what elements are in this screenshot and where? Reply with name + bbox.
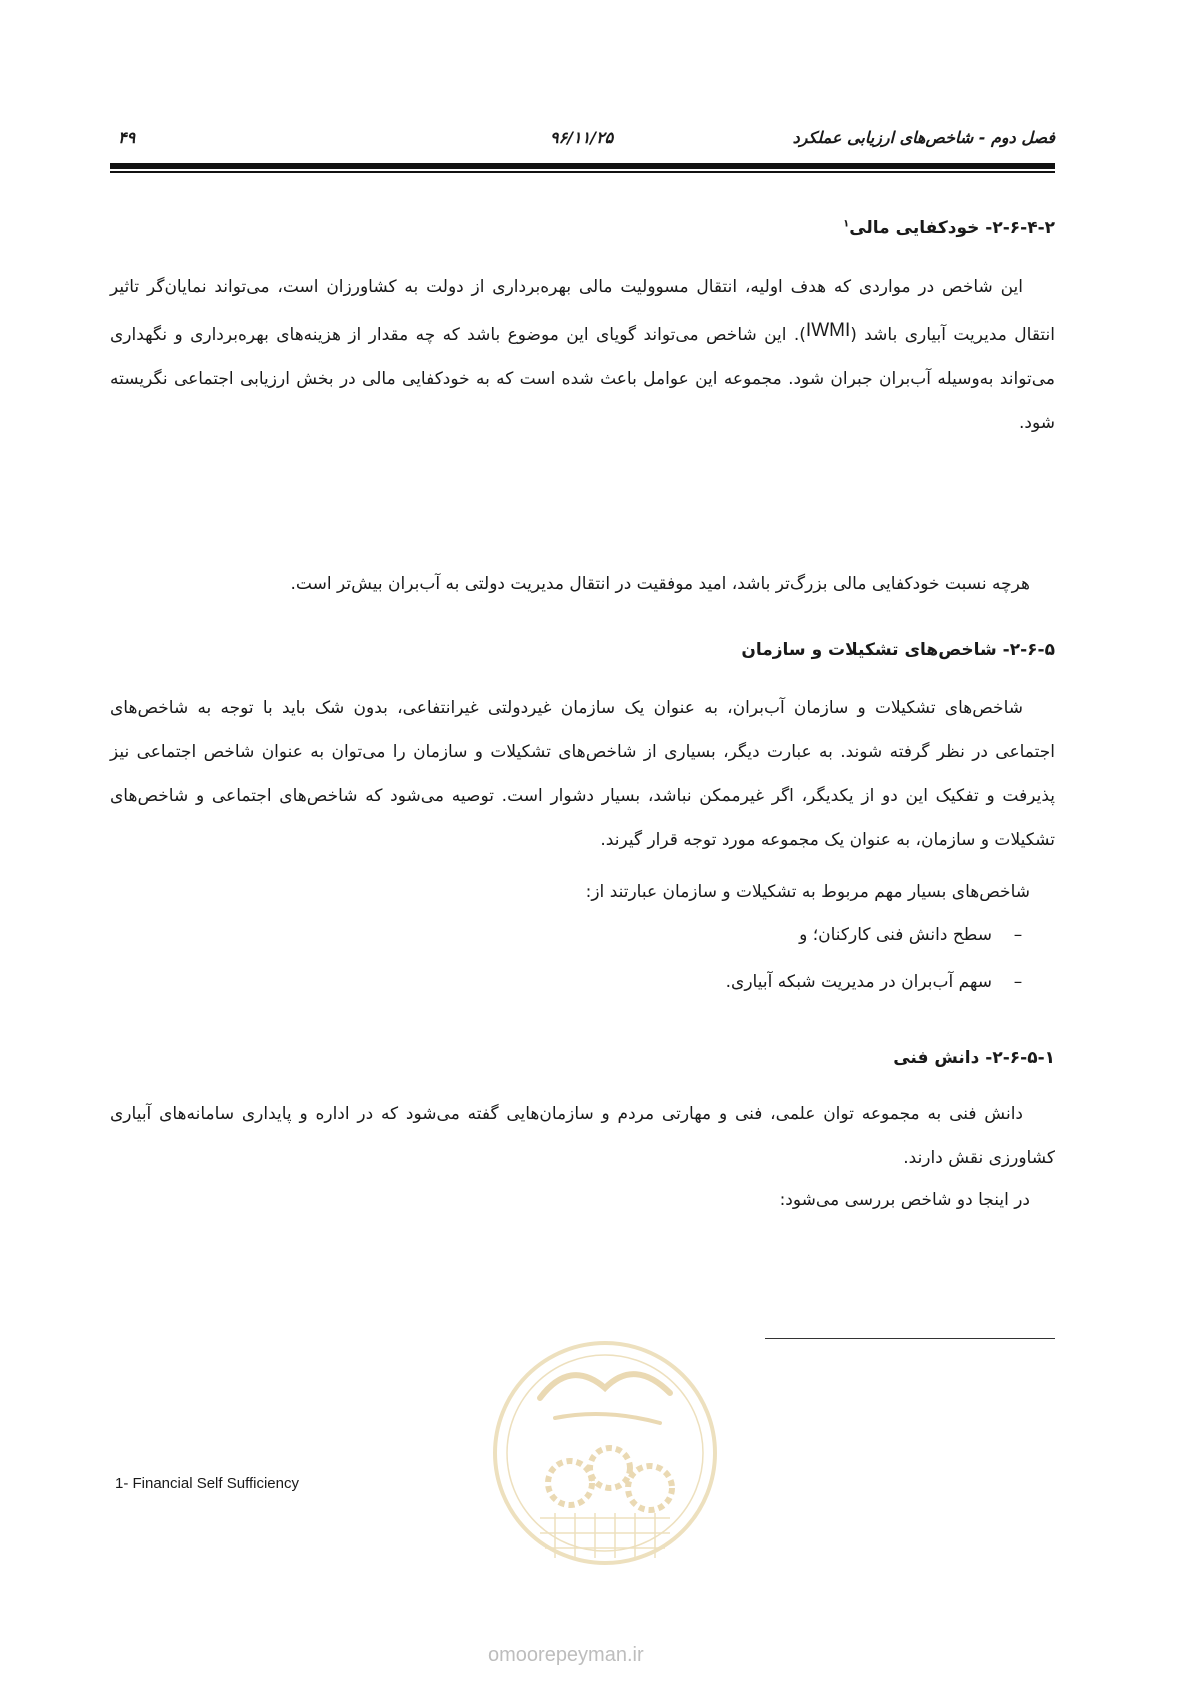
footnote: 1- Financial Self Sufficiency xyxy=(115,1475,299,1492)
footnote-ref: ۱ xyxy=(843,218,850,230)
watermark-url: omoorepeyman.ir xyxy=(488,1644,644,1666)
page-header xyxy=(110,128,1055,158)
paragraph-financial: این شاخص در مواردی که هدف اولیه، انتقال مسوولیت مالی بهره‌برداری از دولت به کشاورزان است، می‌تواند نمایان‌گر تاثیر انتقال مدیریت آبیاری باشد (IWMI). این شاخص می‌تواند گویای این موضوع باشد که چه مقدار از هزینه‌های بهره‌برداری و نگهداری می‌تواند به‌وسیله آب‌بران جبران شود. مجموعه این عوامل باعث شده است که به خودکفایی مالی در بخش ارزیابی اجتماعی نگریسته شود. xyxy=(110,277,1055,433)
header-date: ۹۶/۱۱/۲۵ xyxy=(550,128,614,147)
list-intro: شاخص‌های بسیار مهم مربوط به تشکیلات و سازمان عبارتند از: xyxy=(585,882,1030,902)
paragraph-org: شاخص‌های تشکیلات و سازمان آب‌بران، به عنوان یک سازمان غیردولتی غیرانتفاعی، بدون شک باید با توجه به شاخص‌های اجتماعی در نظر گرفته شوند. به عبارت دیگر، بسیاری از شاخص‌های تشکیلات و سازمان را می‌توان به عنوان شاخص اجتماعی نیز پذیرفت و تفکیک این دو از یکدیگر، اگر غیرممکن نباشد، بسیار دشوار است. توصیه می‌شود که شاخص‌های اجتماعی و شاخص‌های تشکیلات و سازمان، به عنوان یک مجموعه مورد توجه قرار گیرند. xyxy=(110,698,1055,850)
list-item: –سهم آب‌بران در مدیریت شبکه آبیاری. xyxy=(725,972,1023,992)
page-number: ۴۹ xyxy=(118,128,136,147)
citation-iwmi: IWMI xyxy=(805,320,851,341)
list-item: –سطح دانش فنی کارکنان؛ و xyxy=(799,925,1023,945)
header-rule-thin xyxy=(110,171,1055,173)
footnote-rule xyxy=(765,1338,1055,1339)
section-heading-financial: ۲-۶-۴-۲- خودکفایی مالی$^۱$ xyxy=(843,218,1055,238)
section-heading-org: ۲-۶-۵- شاخص‌های تشکیلات و سازمان xyxy=(741,640,1055,660)
paragraph-knowledge: دانش فنی به مجموعه توان علمی، فنی و مهارتی مردم و سازمان‌هایی گفته می‌شود که در اداره و پایداری سامانه‌های آبیاری کشاورزی نقش دارند. xyxy=(110,1104,1055,1168)
indicators-intro: در اینجا دو شاخص بررسی می‌شود: xyxy=(779,1190,1030,1210)
seal-icon xyxy=(485,1318,725,1618)
header-rule-thick xyxy=(110,163,1055,169)
chapter-title: فصل دوم - شاخص‌های ارزیابی عملکرد xyxy=(792,128,1055,147)
paragraph-conclusion: هرچه نسبت خودکفایی مالی بزرگ‌تر باشد، امید موفقیت در انتقال مدیریت دولتی به آب‌بران بیش‌تر است. xyxy=(290,574,1030,594)
section-heading-knowledge: ۲-۶-۵-۱- دانش فنی xyxy=(893,1048,1055,1068)
